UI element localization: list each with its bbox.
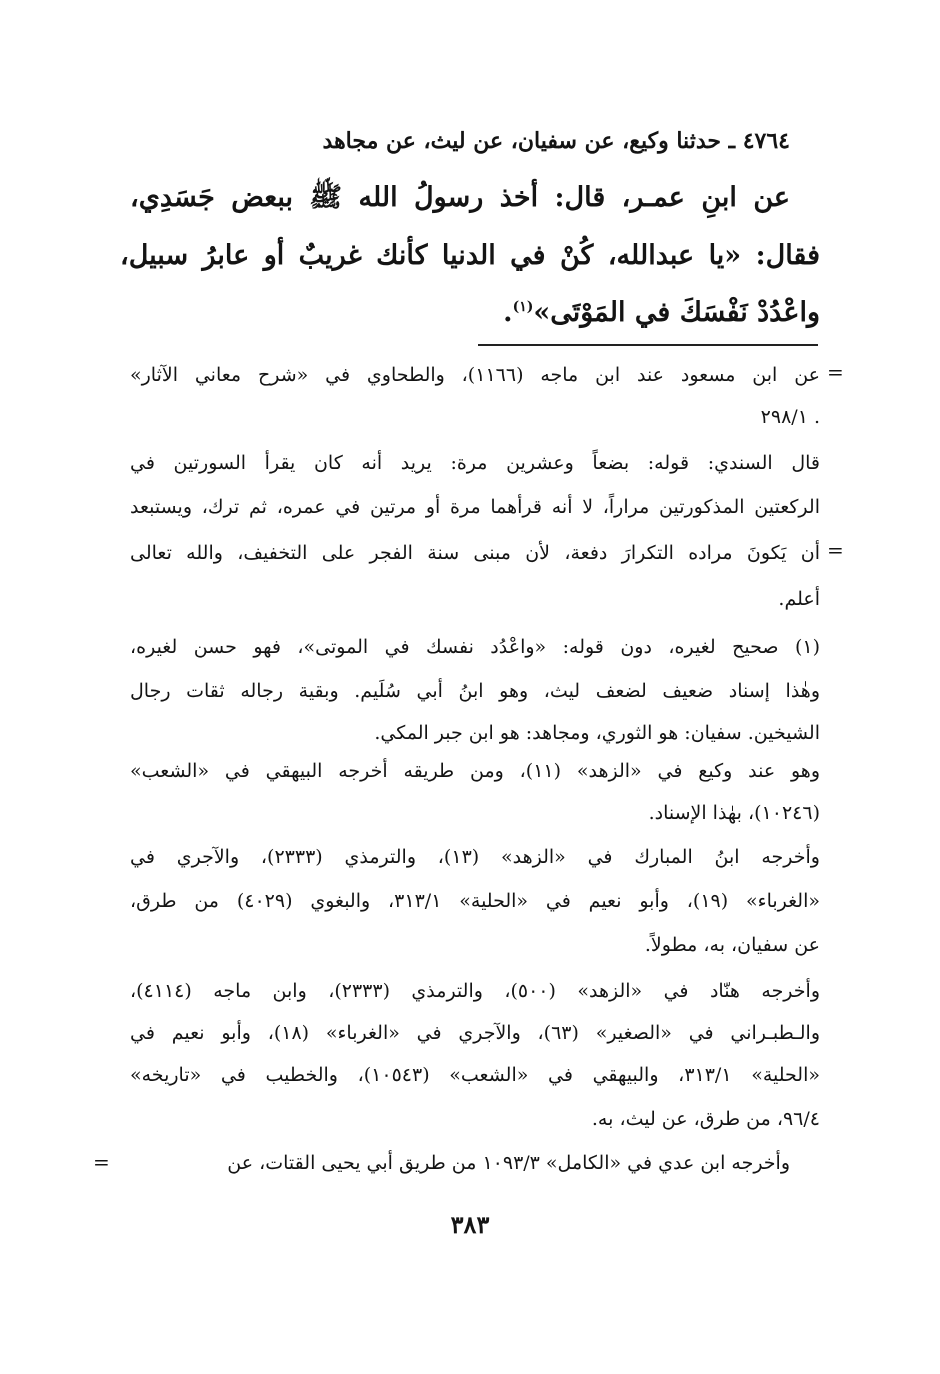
note-line: والـطبـراني في «الصغير» (٦٣)، والآجري في «الغرباء» (١٨)، وأبو نعيم في xyxy=(130,1022,820,1044)
note-line: وأخرجه هنّاد في «الزهد» (٥٠٠)، والترمذي (٢٣٣٣)، وابن ماجه (٤١١٤)، xyxy=(130,980,820,1002)
note-line: قال السندي: قوله: بضعاً وعشرين مرة: يريد أنه كان يقرأ السورتين في xyxy=(130,452,820,474)
note-line: «الحلية» ٣١٣/١، والبيهقي في «الشعب» (١٠٥٤٣)، والخطيب في «تاريخه» xyxy=(130,1064,820,1086)
footnote-separator xyxy=(478,344,818,346)
note-line: ٩٦/٤، من طرق، عن ليث، به. xyxy=(591,1108,820,1130)
note-line: عن ابن مسعود عند ابن ماجه (١١٦٦)، والطحاوي في «شرح معاني الآثار» xyxy=(130,364,820,386)
note-line: الركعتين المذكورتين مراراً، لا أنه قرأهما مرة أو مرتين في عمره، ثم ترك، ويستبعد xyxy=(130,496,820,518)
continuation-marker: = xyxy=(827,360,844,384)
continuation-marker: = xyxy=(93,1150,110,1174)
page-number: ٣٨٣ xyxy=(450,1210,490,1239)
note-line: «الغرباء» (١٩)، وأبو نعيم في «الحلية» ٣١٣/١، والبغوي (٤٠٢٩) من طرق، xyxy=(130,890,820,912)
hadith-text-line-2: فقال: «يا عبدالله، كُنْ في الدنيا كأنك غريبٌ أو عابرُ سبيل، xyxy=(120,240,820,271)
hadith-text-line-1: عن ابنِ عمـر، قال: أخذ رسولُ الله ﷺ ببعض جَسَدِي، xyxy=(130,182,790,213)
note-line: وأخرجه ابنُ المبارك في «الزهد» (١٣)، والترمذي (٢٣٣٣)، والآجري في xyxy=(130,846,820,868)
note-line: وهٰذا إسناد ضعيف لضعف ليث، وهو ابنُ أبي سُلَيم. وبقية رجاله ثقات رجال xyxy=(130,680,820,702)
hadith-text-line-3-end: . xyxy=(503,297,513,328)
note-line: ٢٩٨/١ . xyxy=(760,406,820,428)
footnote-ref: (١) xyxy=(512,299,534,315)
note-line: أن يَكونَ مراده التكرارَ دفعة، لأن مبنى سنة الفجر على التخفيف، والله تعالى xyxy=(130,542,820,564)
hadith-text-line-3-text: واعْدُدْ نَفْسَكَ في المَوْتَى» xyxy=(533,297,820,328)
hadith-header: ٤٧٦٤ ـ حدثنا وكيع، عن سفيان، عن ليث، عن مجاهد xyxy=(322,128,790,154)
hadith-text-line-3 xyxy=(120,297,820,328)
continuation-marker: = xyxy=(827,538,844,562)
note-line: عن سفيان، به، مطولاً. xyxy=(644,934,820,956)
note-line: (١) صحيح لغيره، دون قوله: «واعْدُد نفسك في الموتى»، فهو حسن لغيره، xyxy=(130,636,820,658)
note-line: أعلم. xyxy=(778,588,820,610)
note-line: وأخرجه ابن عدي في «الكامل» ١٠٩٣/٣ من طريق أبي يحيى القتات، عن xyxy=(227,1152,790,1174)
note-line: وهو عند وكيع في «الزهد» (١١)، ومن طريقه أخرجه البيهقي في «الشعب» xyxy=(130,760,820,782)
note-line: (١٠٢٤٦)، بهٰذا الإسناد. xyxy=(648,802,820,824)
note-line: الشيخين. سفيان: هو الثوري، ومجاهد: هو ابن جبر المكي. xyxy=(374,722,820,744)
